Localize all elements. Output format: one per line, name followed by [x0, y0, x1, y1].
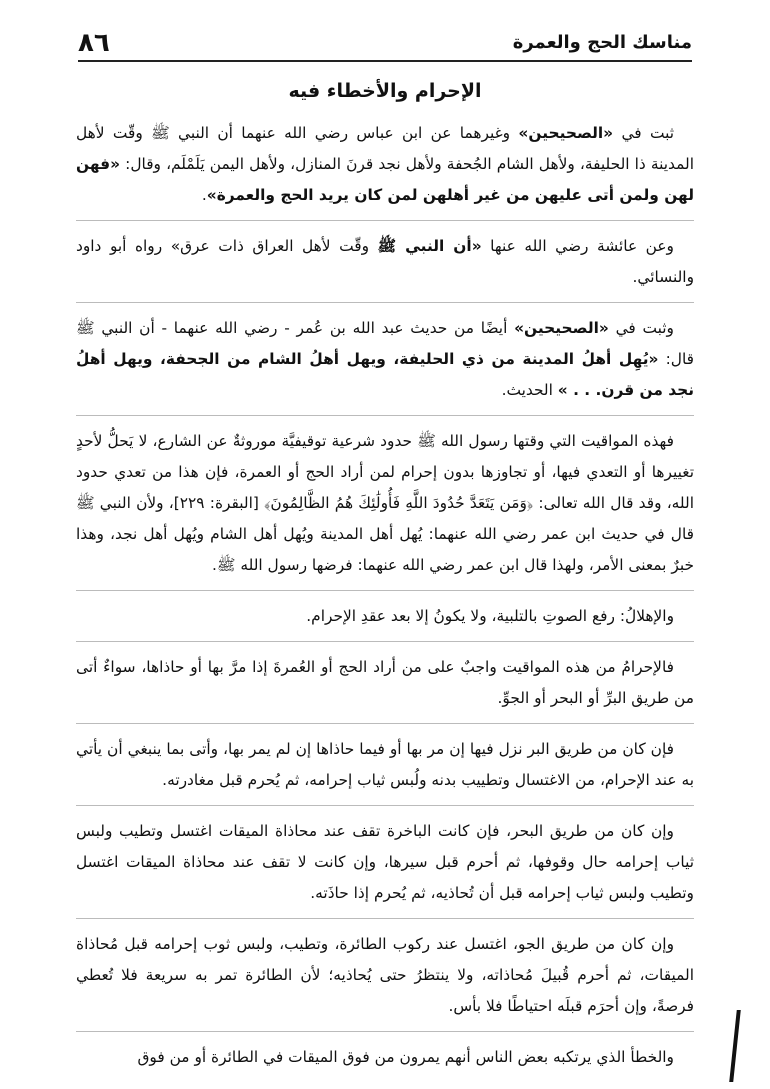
- paragraph-separator: [76, 723, 694, 724]
- paragraph: والإهلالُ: رفع الصوتِ بالتلبية، ولا يكونُ إلا بعد عقدِ الإحرام.: [306, 607, 674, 625]
- page-header: [78, 28, 692, 62]
- page-number: ٨٦: [78, 28, 110, 58]
- paragraph-separator: [76, 1031, 694, 1032]
- paragraph-separator: [76, 220, 694, 221]
- scan-margin-mark: [729, 1010, 741, 1082]
- paragraph-separator: [76, 918, 694, 919]
- paragraph: فهذه المواقيت التي وقتها رسول الله ﷺ حدود شرعية توقيفيَّة موروثةٌ عن الشارع، لا يَحلُّ لأحدٍ تغييرها أو التعدي فيها، أو تجاوزها بدون إحرام لمن أراد الحج أو العمرة، فإن هذا من تعدي حدود الله، وقد قال الله تعالى: ﴿وَمَن يَتَعَدَّ حُدُودَ اللَّهِ فَأُولَٰئِكَ هُمُ الظَّالِمُونَ﴾ [البقرة: ٢٢٩]، ولأن النبي ﷺ قال في حديث ابن عمر رضي الله عنهما: يُهل أهل المدينة ويُهل أهل الشام ويُهل أهل نجد، وهذا خبرٌ بمعنى الأمر، ولهذا قال ابن عمر رضي الله عنهما: فرضها رسول الله ﷺ.: [76, 432, 694, 574]
- paragraph: وعن عائشة رضي الله عنها «أن النبي ﷺ وقّت لأهل العراق ذات عرق» رواه أبو داود والنسائي.: [76, 237, 694, 286]
- page-body: [76, 80, 694, 1082]
- paragraph: والخطأ الذي يرتكبه بعض الناس أنهم يمرون من فوق الميقات في الطائرة أو من فوق: [137, 1048, 674, 1066]
- paragraph: وإن كان من طريق الجو، اغتسل عند ركوب الطائرة، وتطيب، ولبس ثوب إحرامه قبل مُحاذاة الميقات، ثم أحرم قُبيلَ مُحاذاته، ولا ينتظرُ حتى يُحاذيه؛ لأن الطائرة تمر به سريعة فلا تُعطي فرصةً، وإن أحرَم قبلَه احتياطًا فلا بأس.: [76, 935, 694, 1015]
- running-title: مناسك الحج والعمرة: [512, 32, 692, 53]
- paragraph: وإن كان من طريق البحر، فإن كانت الباخرة تقف عند محاذاة الميقات اغتسل وتطيب ولبس ثياب إحرامه حال وقوفها، ثم أحرم قبل سيرها، وإن كانت لا تقف عند محاذاة الميقات اغتسل وتطيب ولبس ثياب إحرامه قبل أن تُحاذيه، ثم يُحرم إذا حاذَته.: [76, 822, 694, 902]
- paragraph: فالإحرامُ من هذه المواقيت واجبٌ على من أراد الحج أو العُمرةَ إذا مرَّ بها أو حاذاها، سواءٌ أتى من طريق البرِّ أو البحر أو الجوِّ.: [76, 658, 694, 707]
- paragraph-separator: [76, 805, 694, 806]
- paragraph-separator: [76, 641, 694, 642]
- paragraph-separator: [76, 302, 694, 303]
- paragraph: وثبت في «الصحيحين» أيضًا من حديث عبد الله بن عُمر - رضي الله عنهما - أن النبي ﷺ قال: «يُهِل أهلُ المدينة من ذي الحليفة، ويهل أهلُ الشام من الجحفة، ويهل أهلُ نجد من قرن. . . » الحديث.: [76, 319, 694, 399]
- paragraph-separator: [76, 415, 694, 416]
- paragraph: فإن كان من طريق البر نزل فيها إن مر بها أو فيما حاذاها إن لم يمر بها، وأتى بما ينبغي أن يأتي به عند الإحرام، من الاغتسال وتطييب بدنه ولُبس ثياب إحرامه، ثم يُحرم قبل مغادرته.: [76, 740, 694, 789]
- paragraph: ثبت في «الصحيحين» وغيرهما عن ابن عباس رضي الله عنهما أن النبي ﷺ وقّت لأهل المدينة ذا الحليفة، ولأهل الشام الجُحفة ولأهل نجد قرنَ المنازل، ولأهل اليمن يَلَمْلَم، وقال: «فهن لهن ولمن أتى عليهن من غير أهلهن لمن كان يريد الحج والعمرة».: [76, 124, 694, 204]
- section-title: الإحرام والأخطاء فيه: [288, 80, 482, 102]
- paragraph-separator: [76, 590, 694, 591]
